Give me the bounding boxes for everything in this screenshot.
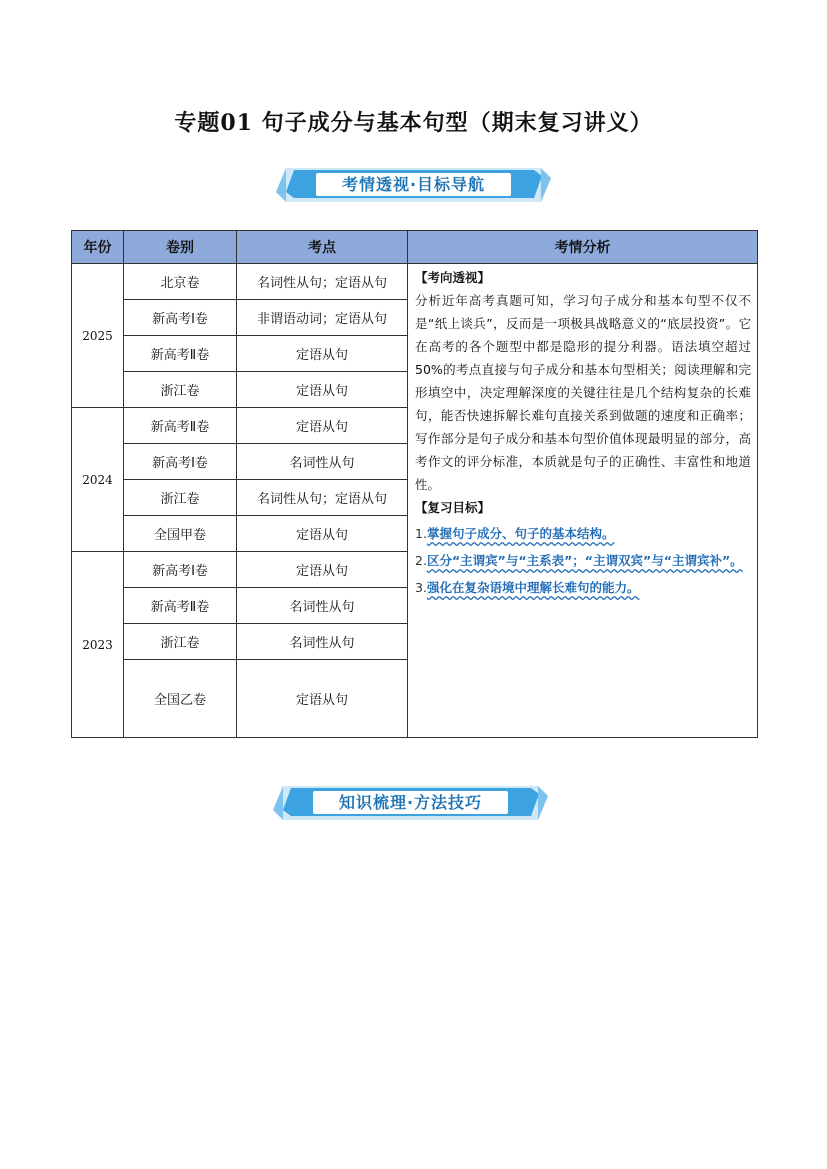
point-cell: 定语从句 — [237, 336, 408, 372]
year-cell: 2023 — [72, 552, 124, 738]
analysis-cell — [408, 264, 758, 738]
banner-title: 知识梳理·方法技巧 — [338, 793, 483, 812]
paper-cell: 新高考Ⅱ卷 — [124, 588, 237, 624]
point-cell: 名词性从句；定语从句 — [237, 264, 408, 300]
goal-item: 2.区分“主谓宾”与“主系表”；“主谓双宾”与“主谓宾补”。 — [415, 553, 743, 568]
trend-paragraph: 分析近年高考真题可知，学习句子成分和基本句型不仅不是“纸上谈兵”，反而是一项极具战略意义的“底层投资”。它在高考的各个题型中都是隐形的提分利器。语法填空超过 50%的考点直接与句子成分和基本句型相关；阅读理解和完形填空中，决定理解深度的关键往往是几个结构复杂的长难句，能否快速拆解长难句直接关系到做题的速度和正确率；写作部分是句子成分和基本句型价值体现最明显的部分，高考作文的评分标准，本质就是句子的正确性、丰富性和地道性。 — [415, 293, 751, 492]
section-title-trend: 【考向透视】 — [415, 270, 491, 285]
paper-cell: 浙江卷 — [124, 480, 237, 516]
point-cell: 定语从句 — [237, 372, 408, 408]
paper-cell: 新高考Ⅰ卷 — [124, 444, 237, 480]
paper-cell: 浙江卷 — [124, 372, 237, 408]
paper-cell: 北京卷 — [124, 264, 237, 300]
paper-cell: 全国乙卷 — [124, 660, 237, 738]
header-point: 考点 — [237, 231, 408, 264]
year-cell: 2025 — [72, 264, 124, 408]
point-cell: 名词性从句 — [237, 444, 408, 480]
goal-text: 掌握句子成分、句子的基本结构。 — [426, 526, 615, 541]
point-cell: 非谓语动词；定语从句 — [237, 300, 408, 336]
table-header-row — [72, 231, 758, 264]
point-cell: 名词性从句 — [237, 588, 408, 624]
point-cell: 定语从句 — [237, 660, 408, 738]
point-cell: 名词性从句 — [237, 624, 408, 660]
header-analysis: 考情分析 — [408, 231, 758, 264]
point-cell: 名词性从句；定语从句 — [237, 480, 408, 516]
point-cell: 定语从句 — [237, 408, 408, 444]
goal-item: 1.掌握句子成分、句子的基本结构。 — [415, 526, 615, 541]
point-cell: 定语从句 — [237, 516, 408, 552]
exam-table — [71, 230, 758, 738]
page-title: 专题01 句子成分与基本句型（期末复习讲义） — [174, 110, 653, 136]
paper-cell: 浙江卷 — [124, 624, 237, 660]
paper-cell: 新高考Ⅰ卷 — [124, 552, 237, 588]
paper-cell: 新高考Ⅰ卷 — [124, 300, 237, 336]
goal-text: 强化在复杂语境中理解长难句的能力。 — [426, 580, 640, 595]
header-paper: 卷别 — [124, 231, 237, 264]
banner-title: 考情透视·目标导航 — [341, 175, 486, 194]
goal-item: 3.强化在复杂语境中理解长难句的能力。 — [415, 580, 640, 595]
section-title-goals: 【复习目标】 — [415, 500, 491, 515]
year-cell: 2024 — [72, 408, 124, 552]
banner-exam-overview — [276, 162, 551, 208]
table-row — [72, 264, 758, 300]
header-year: 年份 — [72, 231, 124, 264]
point-cell: 定语从句 — [237, 552, 408, 588]
paper-cell: 全国甲卷 — [124, 516, 237, 552]
goal-text: 区分“主谓宾”与“主系表”；“主谓双宾”与“主谓宾补”。 — [426, 553, 743, 568]
paper-cell: 新高考Ⅱ卷 — [124, 408, 237, 444]
paper-cell: 新高考Ⅱ卷 — [124, 336, 237, 372]
banner-knowledge-methods — [273, 780, 548, 826]
